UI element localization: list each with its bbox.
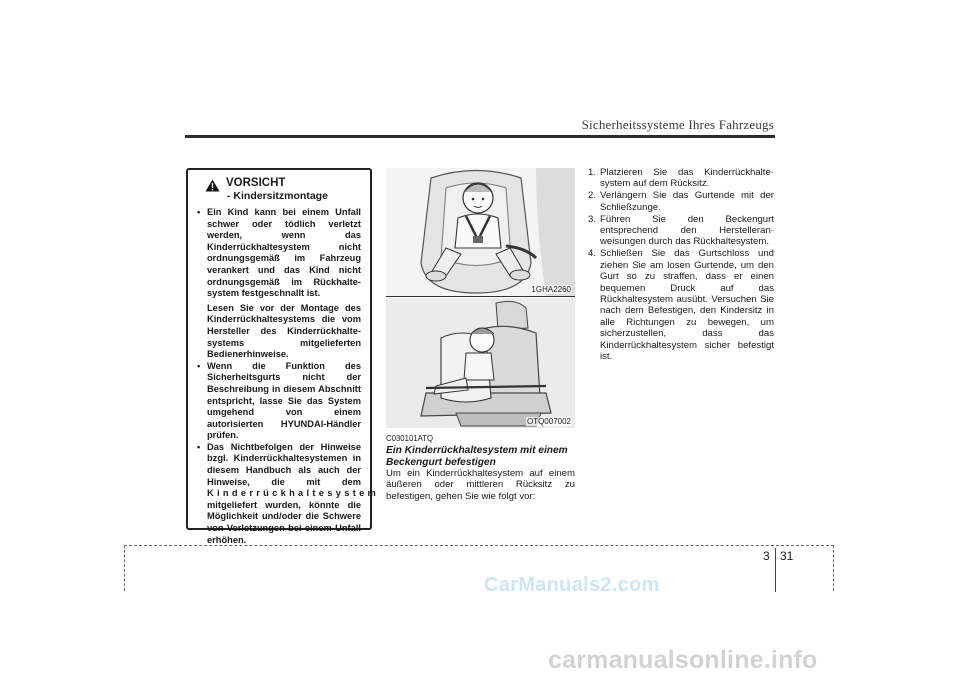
caution-item — [197, 361, 361, 442]
watermark-carmanuals2[interactable]: CarManuals2.com — [484, 574, 660, 596]
footer-crop-mark-right — [833, 545, 834, 591]
page-number: 31 — [780, 549, 794, 563]
step-number: 4. — [588, 248, 597, 260]
step-item — [588, 190, 774, 213]
step-item — [588, 214, 774, 248]
step-text: Schließen Sie das Gurtschloss und ziehen Sie am losen Gurtende, um den Gurt so zu straffen, dass er einen bequemen Druck auf das Rückhaltesystem ausübt. Versuchen Sie nach dem Befestigen, den Kindersitz in alle Richtungen zu bewegen, um sicherzustellen, dass das Kinderrückhaltesystem sicher befestigt ist. — [600, 248, 774, 362]
page-number-separator — [775, 548, 776, 592]
chapter-number: 3 — [763, 549, 770, 563]
step-number: 2. — [588, 190, 597, 202]
caution-item-text: mitgeliefert wurden, könnte die Möglichkeit und/oder die Schwere von Verletzungen bei einem Unfall erhöhen. — [207, 499, 361, 545]
warning-triangle-icon — [205, 179, 220, 192]
caution-title: VORSICHT — [226, 177, 286, 189]
steps-list — [588, 167, 774, 363]
header-rule — [185, 135, 775, 138]
step-item — [588, 248, 774, 362]
step-text: Führen Sie den Beckengurt entsprechend den Herstelleran — [600, 213, 774, 237]
footer-dashed-rule — [124, 545, 834, 546]
caution-header — [205, 177, 361, 203]
step-item — [588, 167, 774, 190]
footer-crop-mark-left — [124, 545, 125, 591]
step-text-tail: weisungen durch das Rückhaltesystem. — [600, 236, 770, 248]
seat-installation-illustration — [386, 298, 575, 428]
caution-item-text: Wenn die Funktion des Sicherheitsgurts nicht der Beschreibung in diesem Abschnitt entspricht, lasse Sie das System umgehend von einem autorisierten HYUNDAI-Händler prüfen. — [207, 360, 361, 441]
step-text: Platzieren Sie das Kinderrückhalte — [600, 167, 771, 178]
step-hyphen: - — [770, 167, 774, 178]
caution-item-text: Ein Kind kann bei einem Unfall schwer oder tödlich verletzt werden, wenn das Kinderrückhaltesystem nicht ordnungsgemäß im Fahrzeug verankert und das Kind nicht ordnungsgemäß im Rückhalte-system festgeschnallt ist. — [207, 207, 361, 299]
step-number: 3. — [588, 213, 597, 225]
step-text: Verlängern Sie das Gurtende mit der Schließzunge. — [600, 190, 774, 213]
section-code: C030101ATQ — [386, 434, 434, 443]
caution-list — [197, 207, 380, 546]
caution-item-text-spaced: Kinderrückhaltesystem — [207, 488, 380, 499]
figure-label: 1GHA2260 — [531, 285, 571, 294]
step-number: 1. — [588, 167, 597, 178]
caution-item — [197, 441, 380, 546]
page-header-title: Sicherheitssysteme Ihres Fahrzeugs — [581, 117, 774, 132]
step-text-tail: system auf dem Rücksitz. — [600, 178, 710, 190]
caution-item-extra: Lesen Sie vor der Montage des Kinderrückhaltesystems die vom Hersteller des Kinderrückhalte-systems mitgelieferten Bedienerhinweise. — [207, 302, 361, 360]
watermark-carmanualsonline[interactable]: carmanualsonline.info — [548, 646, 818, 674]
section-intro: Um ein Kinderrückhaltesystem auf einem äußeren oder mittleren Rücksitz zu befestigen, gehen Sie wie folgt vor: — [386, 468, 575, 502]
caution-item-text: Das Nichtbefolgen der Hinweise bzgl. Kinderrückhaltesystemen in diesem Handbuch als auch der Hinweise, die mit dem — [207, 441, 361, 487]
caution-subtitle: - Kindersitzmontage — [227, 190, 328, 202]
step-hyphen: - — [770, 225, 774, 237]
figure-seat-installation — [386, 298, 575, 428]
figure-child-seat — [386, 168, 575, 297]
caution-box — [186, 168, 380, 545]
child-seat-illustration — [386, 168, 575, 296]
caution-item — [197, 207, 361, 300]
section-heading: Ein Kinderrückhaltesystem mit einem Beckengurt befestigen — [386, 445, 568, 468]
figure-label: OTQ007002 — [526, 417, 571, 426]
